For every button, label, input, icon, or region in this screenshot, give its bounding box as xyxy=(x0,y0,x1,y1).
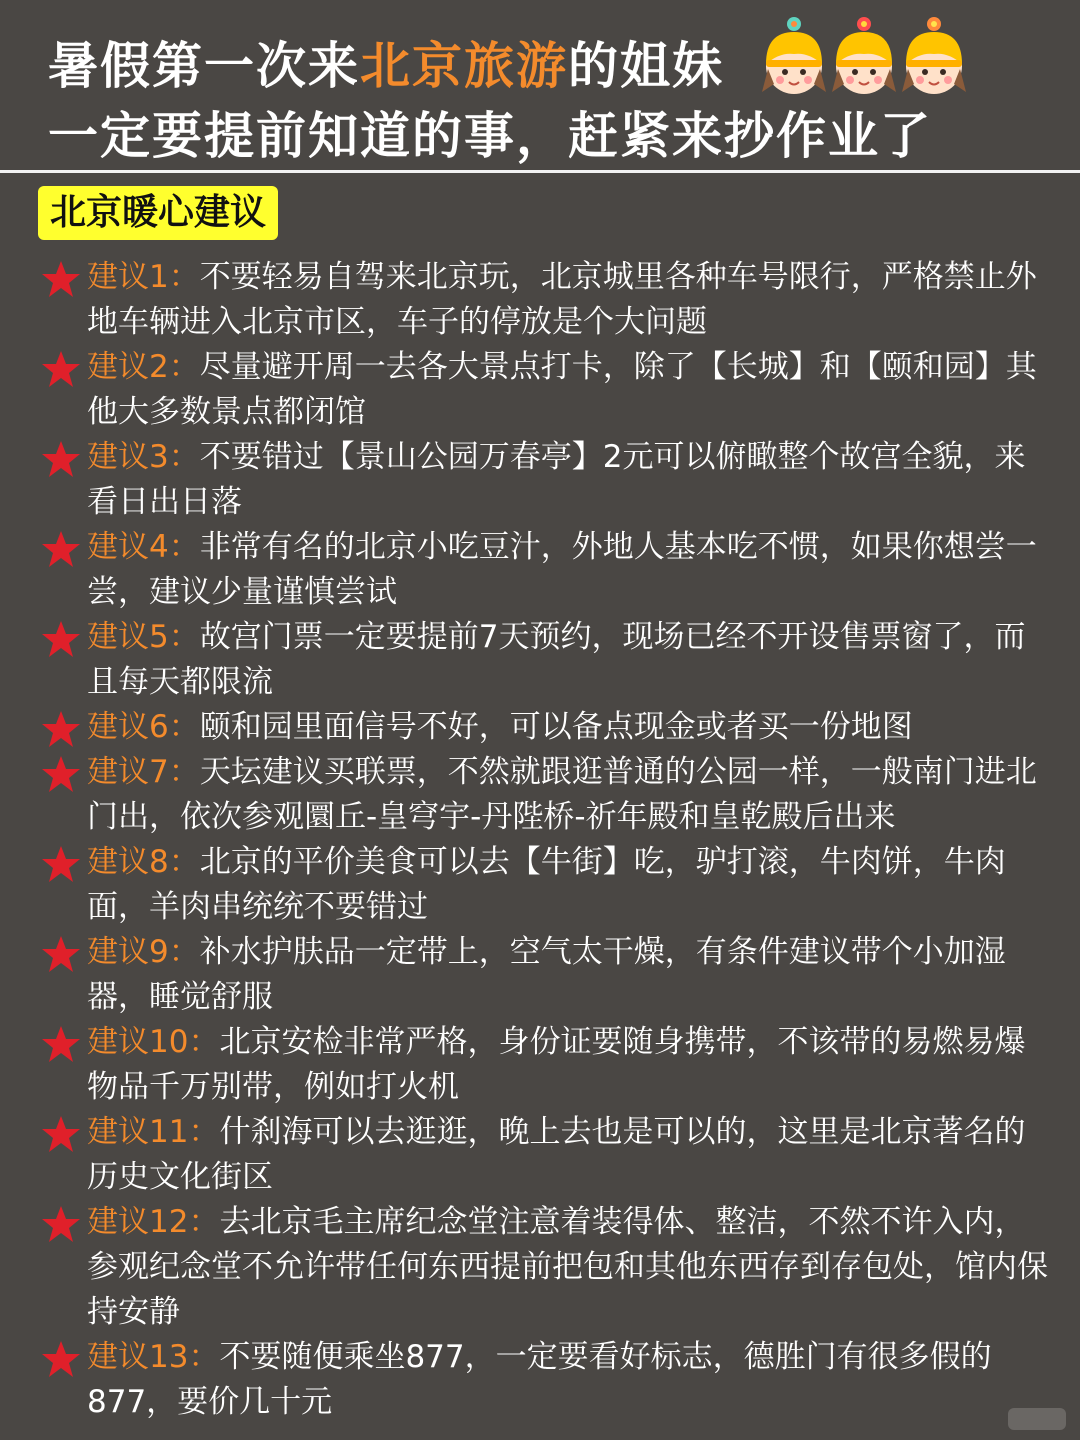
title-part: 的姐妹 xyxy=(568,37,724,95)
title-line-2: 一定要提前知道的事，赶紧来抄作业了 xyxy=(48,107,932,165)
title-part: 暑假第一次来 xyxy=(48,37,360,95)
star-icon xyxy=(40,619,82,659)
tip-label: 建议12： xyxy=(87,1204,220,1240)
tip-text: 去北京毛主席纪念堂注意着装得体、整洁，不然不许入内，参观纪念堂不允许带任何东西提前把包和其他东西存到存包处，馆内保持安静 xyxy=(87,1204,1048,1330)
tip-text: 天坛建议买联票，不然就跟逛普通的公园一样，一般南门进北门出，依次参观圜丘-皇穹宇-丹陛桥-祈年殿和皇乾殿后出来 xyxy=(87,754,1037,835)
header xyxy=(0,0,1080,172)
tip-item xyxy=(0,345,1080,435)
star-icon xyxy=(40,844,82,884)
watermark xyxy=(1008,1408,1066,1430)
tip-item xyxy=(0,840,1080,930)
tip-text: 颐和园里面信号不好，可以备点现金或者买一份地图 xyxy=(199,709,913,745)
tip-text: 补水护肤品一定带上，空气太干燥，有条件建议带个小加湿器，睡觉舒服 xyxy=(87,934,1006,1015)
tip-item xyxy=(0,525,1080,615)
star-icon xyxy=(40,259,82,299)
tip-label: 建议13： xyxy=(87,1339,220,1375)
title-line-1 xyxy=(48,36,724,96)
tip-label: 建议5： xyxy=(87,619,200,655)
tip-label: 建议7： xyxy=(87,754,200,790)
tip-label: 建议1： xyxy=(87,259,200,295)
star-icon xyxy=(40,349,82,389)
tip-text: 故宫门票一定要提前7天预约，现场已经不开设售票窗了，而且每天都限流 xyxy=(87,619,1026,700)
tip-text: 非常有名的北京小吃豆汁，外地人基本吃不惯，如果你想尝一尝，建议少量谨慎尝试 xyxy=(87,529,1037,610)
tip-text: 不要错过【景山公园万春亭】2元可以俯瞰整个故宫全貌，来看日出日落 xyxy=(87,439,1026,520)
title-accent: 北京旅游 xyxy=(360,37,568,95)
tip-label: 建议2： xyxy=(87,349,200,385)
tip-text: 尽量避开周一去各大景点打卡，除了【长城】和【颐和园】其他大多数景点都闭馆 xyxy=(87,349,1037,430)
divider xyxy=(0,170,1080,173)
tip-item xyxy=(0,435,1080,525)
tip-item xyxy=(0,930,1080,1020)
tip-label: 建议10： xyxy=(87,1024,220,1060)
star-icon xyxy=(40,1339,82,1379)
tip-item xyxy=(0,1335,1080,1425)
tip-item xyxy=(0,705,1080,750)
tips-list xyxy=(0,255,1080,1425)
star-icon xyxy=(40,529,82,569)
tip-label: 建议8： xyxy=(87,844,200,880)
tip-text: 不要轻易自驾来北京玩，北京城里各种车号限行，严格禁止外地车辆进入北京市区，车子的停放是个大问题 xyxy=(87,259,1037,340)
tip-label: 建议9： xyxy=(87,934,200,970)
tip-item xyxy=(0,1200,1080,1335)
tip-item xyxy=(0,615,1080,705)
tip-label: 建议6： xyxy=(87,709,200,745)
tip-text: 北京的平价美食可以去【牛街】吃，驴打滚，牛肉饼，牛肉面，羊肉串统统不要错过 xyxy=(87,844,1006,925)
tip-item xyxy=(0,255,1080,345)
star-icon xyxy=(40,934,82,974)
tip-text: 北京安检非常严格，身份证要随身携带，不该带的易燃易爆物品千万别带，例如打火机 xyxy=(87,1024,1026,1105)
girl-faces-icon xyxy=(760,14,970,100)
tip-item xyxy=(0,1020,1080,1110)
star-icon xyxy=(40,709,82,749)
tip-item xyxy=(0,750,1080,840)
section-label: 北京暖心建议 xyxy=(38,186,278,240)
tip-item xyxy=(0,1110,1080,1200)
tip-label: 建议3： xyxy=(87,439,200,475)
star-icon xyxy=(40,439,82,479)
star-icon xyxy=(40,754,82,794)
tip-text: 什刹海可以去逛逛，晚上去也是可以的，这里是北京著名的历史文化街区 xyxy=(87,1114,1026,1195)
tip-text: 不要随便乘坐877，一定要看好标志，德胜门有很多假的877，要价几十元 xyxy=(87,1339,992,1420)
tip-label: 建议11： xyxy=(87,1114,220,1150)
star-icon xyxy=(40,1204,82,1244)
tip-label: 建议4： xyxy=(87,529,200,565)
star-icon xyxy=(40,1114,82,1154)
star-icon xyxy=(40,1024,82,1064)
